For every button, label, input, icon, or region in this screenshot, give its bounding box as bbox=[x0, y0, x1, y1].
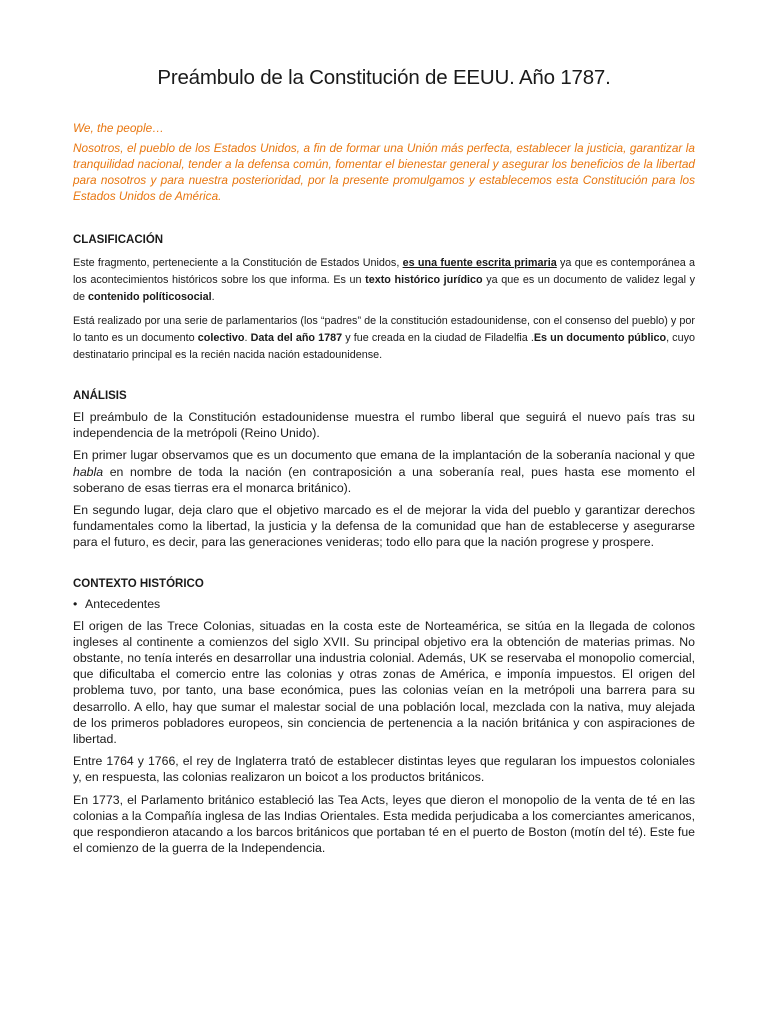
contexto-paragraph-1: El origen de las Trece Colonias, situadas en la costa este de Norteamérica, se sitúa en la llegada de colonos ingleses al continente a comienzos del siglo XVII. Su principal objetivo era la obtención de materias primas. No obstante, no tenía interés en desarrollar una industria colonial. Además, UK se reservaba el monopolio comercial, que dificultaba el comercio entre las colonias y otras zonas de América, e imponía impuestos. El origen del problema tuvo, por tanto, una base económica, pues las colonias veían en la metrópoli una barrera para su desarrollo. A ello, hay que sumar el malestar social de una población local, mezclada con la nativa, muy alejada de los primeros pobladores europeos, sin conciencia de pertenencia a la nación británica y con aspiraciones de libertad. bbox=[73, 618, 695, 747]
text-run: En primer lugar observamos que es un documento que emana de la implantación de la soberanía nacional y que bbox=[73, 448, 695, 463]
bold-text: Data del año 1787 bbox=[250, 332, 343, 344]
contexto-paragraph-2: Entre 1764 y 1766, el rey de Inglaterra trató de establecer distintas leyes que regularan los impuestos coloniales y, en respuesta, las colonias realizaron un boicot a los productos británicos. bbox=[73, 754, 695, 785]
analisis-paragraph-2 bbox=[73, 447, 695, 496]
page-title: Preámbulo de la Constitución de EEUU. Año 1787. bbox=[157, 66, 611, 89]
text-run: , cuyo destinatario principal es la recién nacida nación estadounidense. bbox=[73, 332, 695, 361]
bold-underlined-text: es una fuente escrita primaria bbox=[402, 257, 557, 269]
text-run: ya que es contemporánea a los acontecimientos históricos sobre los que informa. Es un bbox=[73, 257, 695, 286]
text-run: . bbox=[244, 332, 251, 344]
bullet-item bbox=[73, 597, 695, 611]
text-run: Este fragmento, perteneciente a la Constitución de Estados Unidos, bbox=[73, 257, 403, 269]
text-run: ya que es un documento de validez legal y de bbox=[73, 274, 695, 303]
bullet-label: Antecedentes bbox=[85, 596, 161, 611]
quote-preamble: Nosotros, el pueblo de los Estados Unidos, a fin de formar una Unión más perfecta, establecer la justicia, garantizar la tranquilidad nacional, tender a la defensa común, fomentar el bienestar general y asegurar los beneficios de la libertad para nosotros y para nuestra posterioridad, por la presente promulgamos y establecemos esta Constitución para los Estados Unidos de América. bbox=[73, 141, 695, 203]
text-run: Está realizado por una serie de parlamentarios (los “padres” de la constitución estadounidense, con el consenso del pueblo) y por lo tanto es un documento bbox=[73, 315, 695, 344]
text-run: en nombre de toda la nación (en contraposición a una soberanía real, pues hasta ese momento el soberano de esas tierras era el monarca británico). bbox=[73, 464, 695, 495]
text-run: y fue creada en la ciudad de Filadelfia . bbox=[342, 332, 534, 344]
heading-clasificacion: CLASIFICACIÓN bbox=[73, 234, 164, 246]
bold-text: contenido políticosocial bbox=[88, 291, 212, 303]
heading-analisis: ANÁLISIS bbox=[73, 390, 127, 402]
italic-text: habla bbox=[73, 464, 104, 479]
bold-text: colectivo bbox=[197, 332, 245, 344]
analisis-paragraph-3: En segundo lugar, deja claro que el objetivo marcado es el de mejorar la vida del pueblo y garantizar derechos fundamentales como la libertad, la justicia y la defensa de la comunidad que han de establecerse y asegurarse para el futuro, es decir, para las generaciones venideras; todo ello para que la nación progrese y prospere. bbox=[73, 503, 695, 550]
bold-text: Es un documento público bbox=[533, 332, 667, 344]
bullet-icon: • bbox=[73, 596, 78, 611]
bold-text: texto histórico jurídico bbox=[365, 274, 483, 286]
clasificacion-paragraph-1 bbox=[73, 255, 695, 306]
clasificacion-paragraph-2 bbox=[73, 313, 695, 364]
text-run: . bbox=[211, 291, 215, 303]
quote-opening: We, the people… bbox=[73, 121, 164, 135]
heading-contexto-historico: CONTEXTO HISTÓRICO bbox=[73, 577, 204, 590]
contexto-paragraph-3: En 1773, el Parlamento británico estableció las Tea Acts, leyes que dieron el monopolio de la venta de té en las colonias a la Compañía inglesa de las Indias Orientales. Esta medida perjudicaba a los comerciantes americanos, que respondieron atacando a los barcos británicos que portaban té en el puerto de Boston (motín del té). Este fue el comienzo de la guerra de la Independencia. bbox=[73, 792, 695, 856]
analisis-paragraph-1: El preámbulo de la Constitución estadounidense muestra el rumbo liberal que seguirá el nuevo país tras su independencia de la metrópoli (Reino Unido). bbox=[73, 410, 695, 441]
